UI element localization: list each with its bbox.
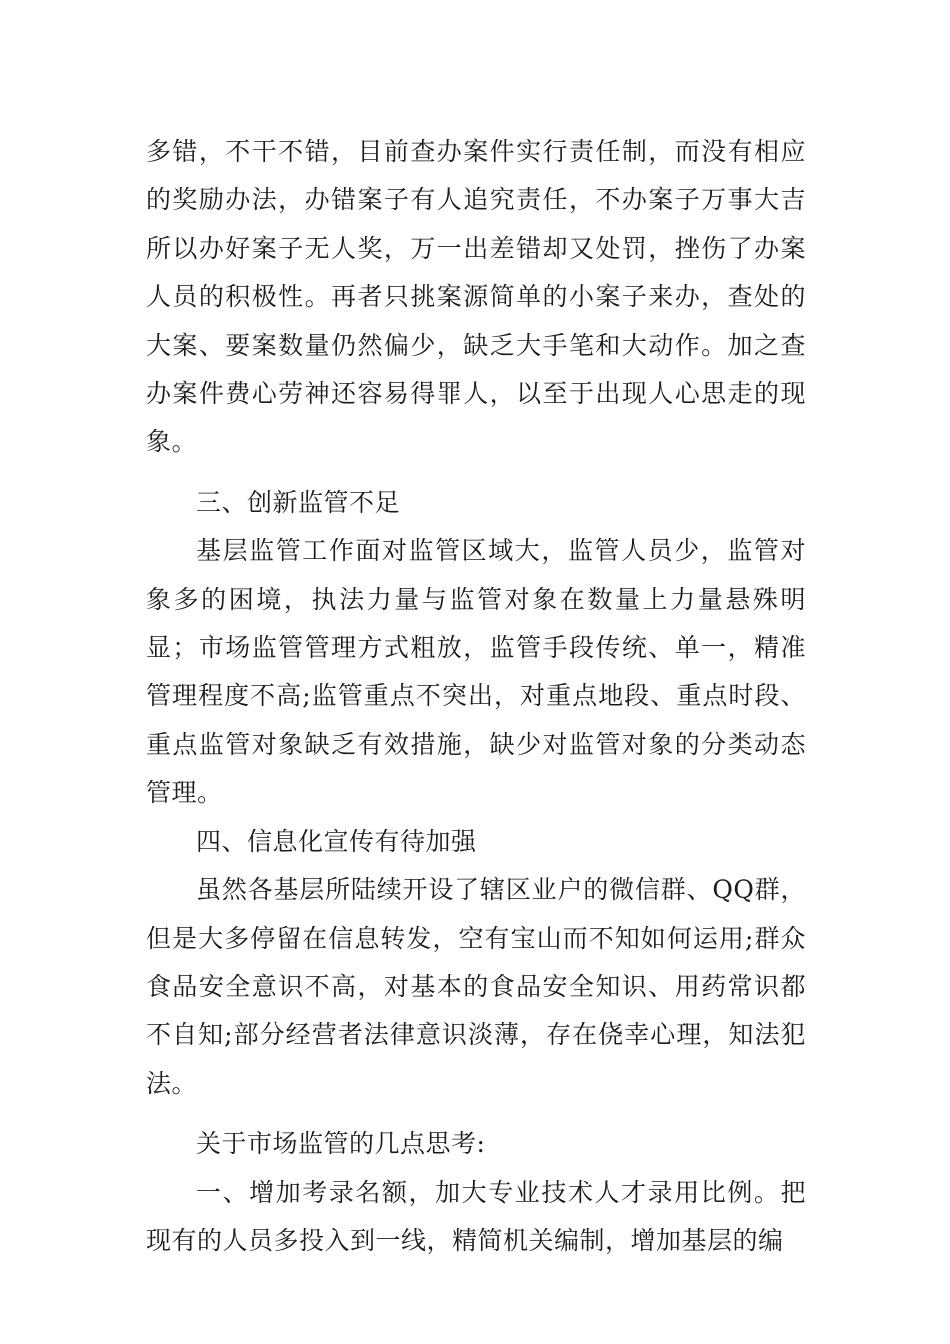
paragraph-informatization: 虽然各基层所陆续开设了辖区业户的微信群、QQ群，但是大多停留在信息转发，空有宝山而不知如何运用;群众食品安全意识不高，对基本的食品安全知识、用药常识都不自知;部分经营者法律意识淡薄，存在侥幸心理，知法犯法。 xyxy=(146,875,806,1098)
section-heading-4: 四、信息化宣传有待加强 xyxy=(196,826,477,856)
paragraph-gap xyxy=(146,467,806,479)
paragraph-gap xyxy=(146,1108,806,1120)
paragraph-continuation: 多错，不干不错，目前查办案件实行责任制，而没有相应的奖励办法，办错案子有人追究责任，不办案子万事大吉所以办好案子无人奖，万一出差错却又处罚，挫伤了办案人员的积极性。再者只挑案源简单的小案子来办，查处的大案、要案数量仍然偏少，缺乏大手笔和大动作。加之查办案件费心劳神还容易得罪人，以至于出现人心思走的现象。 xyxy=(146,137,806,457)
paragraph-thought-1: 一、增加考录名额，加大专业技术人才录用比例。把现有的人员多投入到一线，精简机关编制，增加基层的编 xyxy=(146,1177,806,1255)
thoughts-heading: 关于市场监管的几点思考: xyxy=(196,1129,486,1159)
section-heading-3: 三、创新监管不足 xyxy=(196,487,401,517)
document-body xyxy=(146,128,806,1265)
paragraph-innovation: 基层监管工作面对监管区域大，监管人员少，监管对象多的困境，执法力量与监管对象在数量上力量悬殊明显；市场监管管理方式粗放，监管手段传统、单一，精准管理程度不高;监管重点不突出，对重点地段、重点时段、重点监管对象缺乏有效措施，缺少对监管对象的分类动态管理。 xyxy=(146,536,806,808)
